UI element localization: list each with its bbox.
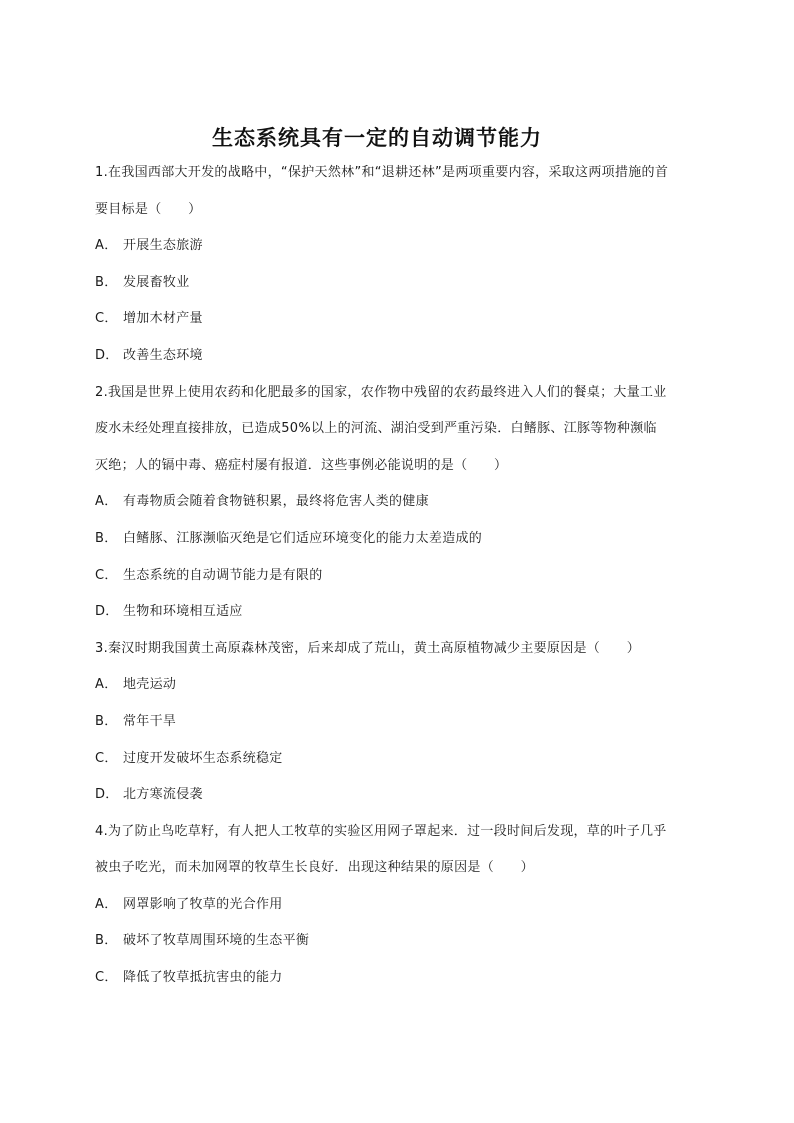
option-letter: A．: [95, 677, 118, 693]
question-stem-line: 4.为了防止鸟吃草籽，有人把人工牧草的实验区用网子罩起来．过一段时间后发现，草的叶子几乎: [95, 823, 667, 839]
question-stem-line: 1.在我国西部大开发的战略中，“保护天然林”和“退耕还林”是两项重要内容，采取这两项措施的首: [95, 165, 669, 180]
option-b: [95, 709, 707, 746]
option-text: 增加木材产量: [123, 311, 203, 327]
page-title: 生态系统具有一定的自动调节能力: [212, 125, 542, 150]
option-text: 网罩影响了牧草的光合作用: [123, 896, 283, 912]
option-letter: D．: [95, 787, 119, 803]
option-letter: D．: [95, 604, 119, 620]
question-list: [95, 160, 707, 1002]
question-stem-line: 废水未经处理直接排放，已造成50%以上的河流、湖泊受到严重污染．白鳍豚、江豚等物种濒临: [95, 421, 657, 437]
option-letter: B．: [95, 530, 118, 546]
question-3: [95, 636, 707, 819]
option-letter: A．: [95, 494, 118, 510]
option-letter: A．: [95, 238, 118, 254]
question-stem-line: 2.我国是世界上使用农药和化肥最多的国家，农作物中残留的农药最终进入人们的餐桌；大量工业: [95, 384, 667, 400]
option-text: 北方寒流侵袭: [123, 787, 203, 803]
option-d: [95, 782, 707, 819]
option-text: 地壳运动: [123, 677, 177, 693]
option-text: 改善生态环境: [123, 347, 203, 363]
option-letter: B．: [95, 274, 118, 290]
option-a: [95, 892, 707, 929]
option-letter: B．: [95, 933, 118, 949]
option-letter: C．: [95, 970, 118, 986]
option-a: [95, 489, 707, 526]
option-text: 发展畜牧业: [123, 274, 190, 290]
option-text: 白鳍豚、江豚濒临灭绝是它们适应环境变化的能力太差造成的: [123, 530, 483, 546]
option-letter: B．: [95, 713, 118, 729]
option-letter: D．: [95, 347, 119, 363]
option-letter: A．: [95, 896, 118, 912]
option-text: 降低了牧草抵抗害虫的能力: [123, 970, 283, 986]
option-letter: C．: [95, 750, 118, 766]
option-b: [95, 270, 707, 307]
option-letter: C．: [95, 567, 118, 583]
option-text: 开展生态旅游: [123, 238, 203, 254]
question-2: [95, 380, 707, 636]
question-stem-line: 灭绝；人的镉中毒、癌症村屡有报道．这些事例必能说明的是（ ）: [95, 457, 508, 473]
option-text: 生态系统的自动调节能力是有限的: [123, 567, 323, 583]
option-letter: C．: [95, 311, 118, 327]
question-stem-line: 要目标是（ ）: [95, 201, 202, 217]
option-text: 生物和环境相互适应: [123, 604, 243, 620]
option-a: [95, 233, 707, 270]
option-b: [95, 928, 707, 965]
option-a: [95, 672, 707, 709]
option-c: [95, 965, 707, 1002]
option-text: 常年干旱: [123, 713, 177, 729]
option-c: [95, 306, 707, 343]
question-stem-line: 被虫子吃光，而未加网罩的牧草生长良好．出现这种结果的原因是（ ）: [95, 860, 534, 876]
option-text: 破坏了牧草周围环境的生态平衡: [123, 933, 310, 949]
option-c: [95, 563, 707, 600]
question-1: [95, 160, 707, 380]
option-text: 有毒物质会随着食物链积累，最终将危害人类的健康: [123, 494, 429, 510]
option-b: [95, 526, 707, 563]
option-c: [95, 746, 707, 783]
option-d: [95, 343, 707, 380]
question-stem-line: 3.秦汉时期我国黄土高原森林茂密，后来却成了荒山，黄土高原植物减少主要原因是（ ）: [95, 640, 641, 656]
question-4: [95, 819, 707, 1002]
option-d: [95, 599, 707, 636]
option-text: 过度开发破坏生态系统稳定: [123, 750, 283, 766]
